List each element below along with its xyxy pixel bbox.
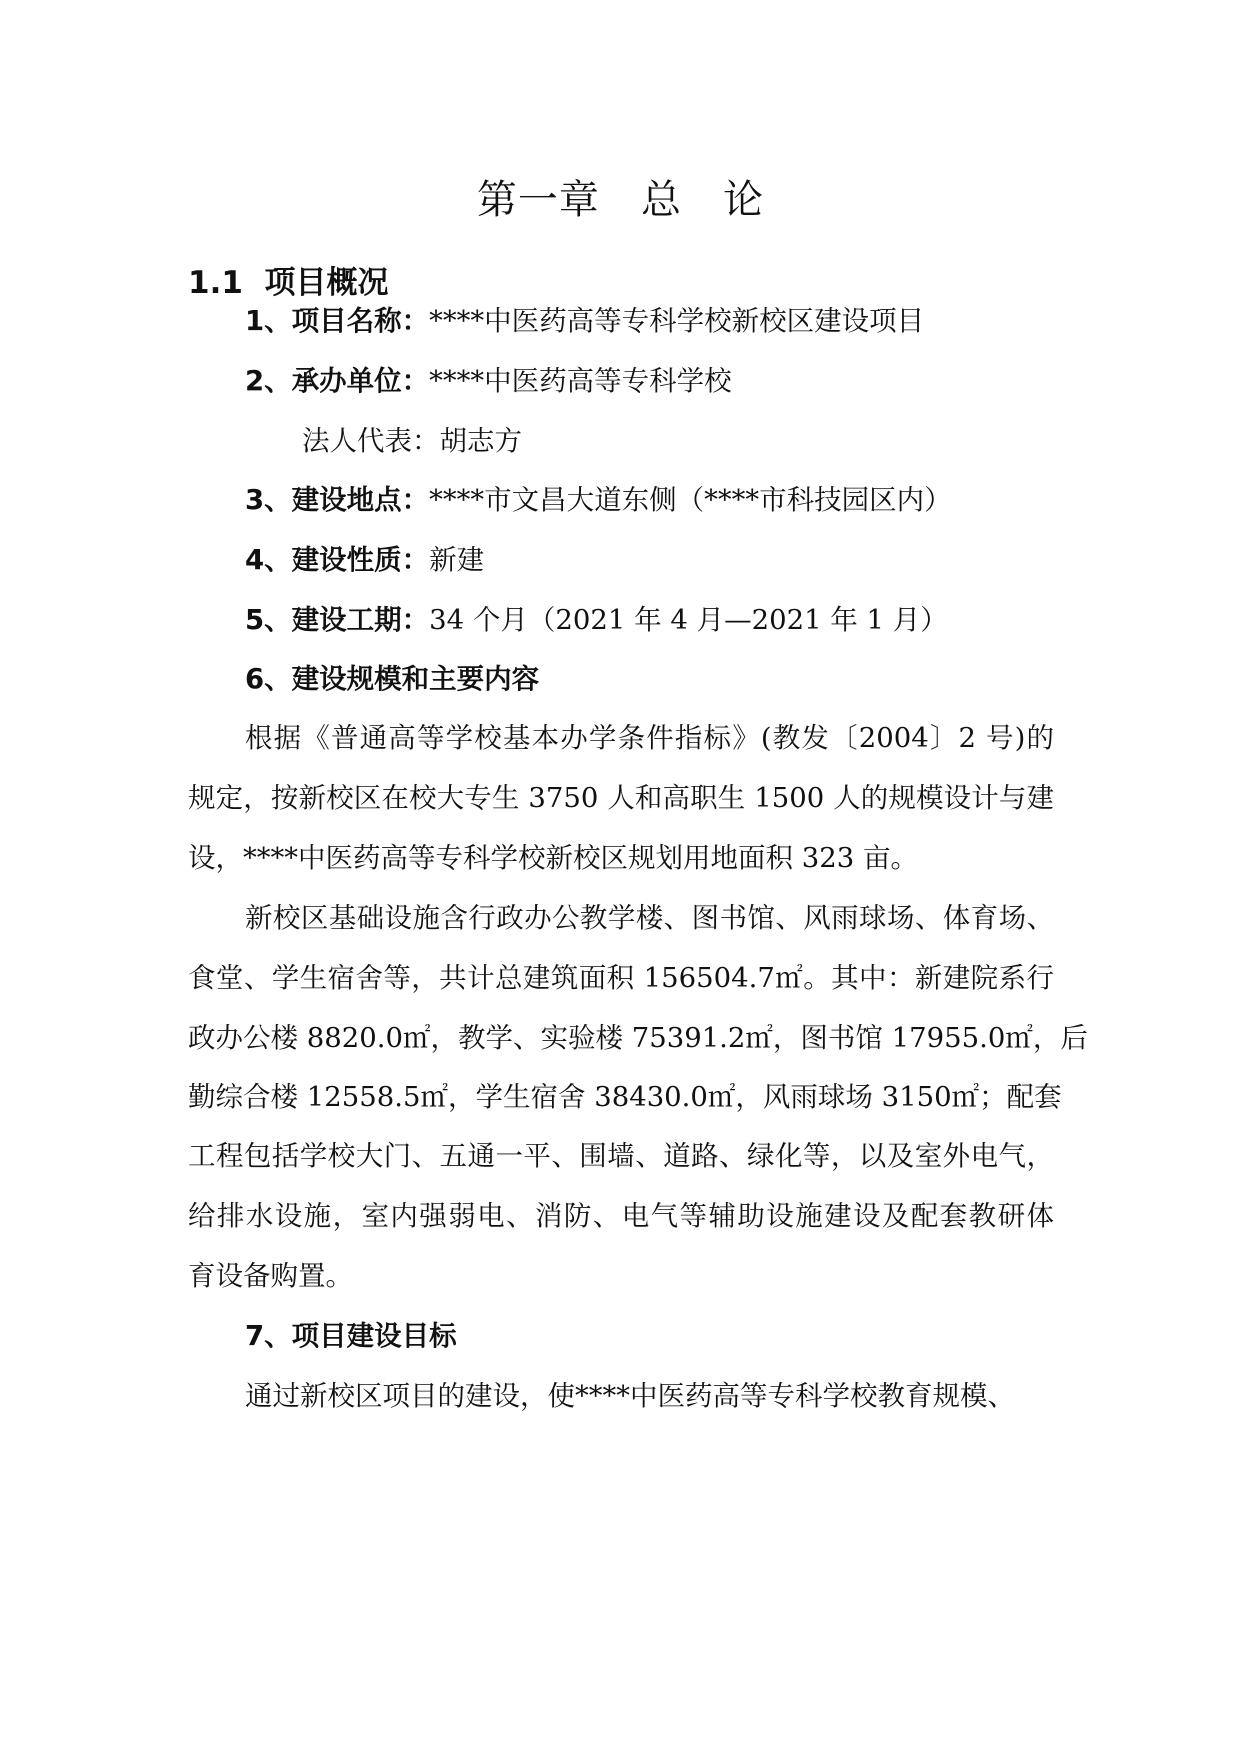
paragraph-line: 工程包括学校大门、五通一平、围墙、道路、绿化等，以及室外电气，: [188, 1140, 1054, 1172]
chapter-title: 第一章 总 论: [476, 177, 765, 223]
paragraph-line: 育设备购置。: [188, 1260, 353, 1292]
paragraph-line: 政办公楼 8820.0㎡，教学、实验楼 75391.2㎡，图书馆 17955.0㎡，后: [188, 1022, 1088, 1054]
item-label: 6、建设规模和主要内容: [245, 663, 540, 695]
item-label: 2、承办单位：: [245, 365, 430, 397]
legal-representative: 法人代表：胡志方: [302, 425, 522, 457]
paragraph-line: 新校区基础设施含行政办公教学楼、图书馆、风雨球场、体育场、: [245, 902, 1054, 934]
item-value: 34 个月（2021 年 4 月—2021 年 1 月）: [429, 604, 948, 636]
item-value: ****中医药高等专科学校新校区建设项目: [429, 305, 925, 337]
item-value: 新建: [429, 544, 485, 576]
section-heading: 1.1 项目概况: [188, 265, 389, 301]
paragraph-line: 通过新校区项目的建设，使****中医药高等专科学校教育规模、: [245, 1380, 1015, 1412]
item-label: 3、建设地点：: [245, 484, 430, 516]
item-label: 7、项目建设目标: [245, 1320, 457, 1352]
item-project-name: [245, 301, 924, 341]
item-label: 1、项目名称：: [245, 305, 430, 337]
item-host-unit: [245, 361, 732, 401]
item-value: ****中医药高等专科学校: [429, 365, 732, 397]
item-value: ****市文昌大道东侧（****市科技园区内）: [429, 484, 952, 516]
paragraph-line: 食堂、学生宿舍等，共计总建筑面积 156504.7㎡。其中：新建院系行: [188, 962, 1054, 994]
item-scale-heading: [245, 659, 539, 699]
item-nature: [245, 540, 484, 580]
item-period: [245, 600, 948, 640]
paragraph-line: 规定，按新校区在校大专生 3750 人和高职生 1500 人的规模设计与建: [188, 782, 1054, 814]
paragraph-line: 勤综合楼 12558.5㎡，学生宿舍 38430.0㎡，风雨球场 3150㎡；配套: [188, 1081, 1062, 1113]
paragraph-line: 设，****中医药高等专科学校新校区规划用地面积 323 亩。: [188, 842, 918, 874]
item-label: 4、建设性质：: [245, 544, 430, 576]
paragraph-line: 根据《普通高等学校基本办学条件指标》(教发〔2004〕2 号)的: [245, 722, 1054, 754]
item-label: 5、建设工期：: [245, 604, 430, 636]
paragraph-line: 给排水设施，室内强弱电、消防、电气等辅助设施建设及配套教研体: [188, 1200, 1054, 1232]
item-location: [245, 480, 952, 520]
item-goal-heading: [245, 1316, 457, 1356]
